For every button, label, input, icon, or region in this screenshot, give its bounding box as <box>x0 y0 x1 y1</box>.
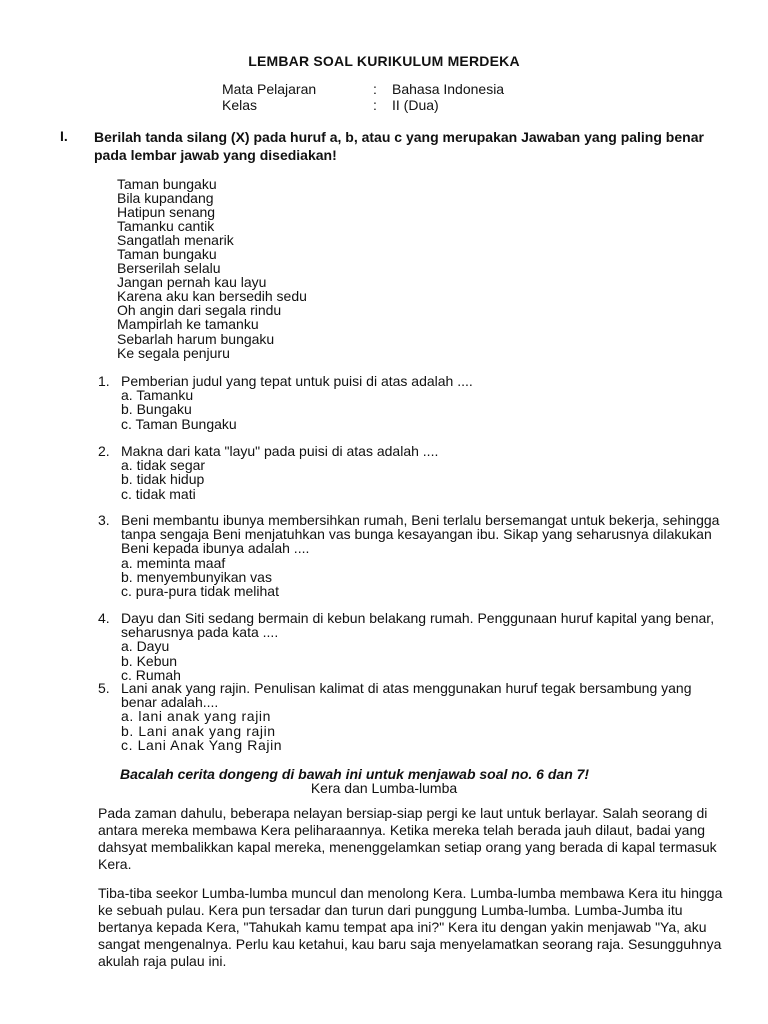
question-text: Dayu dan Siti sedang bermain di kebun belakang rumah. Penggunaan huruf kapital yang benar, seharusnya pada kata .... <box>121 610 715 641</box>
poem-line: Taman bungaku <box>117 246 217 263</box>
story-paragraph-2: Tiba-tiba seekor Lumba-lumba muncul dan menolong Kera. Lumba-lumba membawa Kera itu hingga ke sebuah pulau. Kera pun tersadar dan turun dari punggung Lumba-lumba. Lumba-Jumba itu bertanya kepada Kera, "Tahukah kamu tempat apa ini?" Kera itu dengan yakin menjawab "Ya, aku sangat mengenalnya. Perlu kau ketahui, kau baru saja menyelamatkan seorang raja. Sesungguhnya akulah raja pulau ini. <box>98 885 723 969</box>
answer-option-b[interactable]: b. Kebun <box>121 652 178 669</box>
answer-option-c[interactable]: c. Rumah <box>121 666 181 683</box>
poem-line: Oh angin dari segala rindu <box>117 302 282 319</box>
question-text: Lani anak yang rajin. Penulisan kalimat di atas menggunakan huruf tegak bersambung yang benar adalah.... <box>121 680 692 711</box>
poem-line: Taman bungaku <box>117 176 217 192</box>
poem-line: Sebarlah harum bungaku <box>117 330 275 347</box>
answer-option-c[interactable]: c. Taman Bungaku <box>121 415 237 432</box>
subject-value: Bahasa Indonesia <box>392 81 505 97</box>
question-text: Makna dari kata "layu" pada puisi di atas adalah .... <box>121 443 439 459</box>
answer-option-a[interactable]: a. tidak segar <box>121 457 206 474</box>
poem-line: Bila kupandang <box>117 190 214 207</box>
poem-line: Hatipun senang <box>117 204 216 221</box>
poem-line: Tamanku cantik <box>117 218 215 235</box>
answer-option-a[interactable]: a. lani anak yang rajin <box>121 708 271 725</box>
story-title: Kera dan Lumba-lumba <box>310 780 458 796</box>
class-label: Kelas <box>222 97 258 113</box>
poem-line: Mampirlah ke tamanku <box>117 316 259 333</box>
poem-line: Ke segala penjuru <box>117 344 230 361</box>
page-title: LEMBAR SOAL KURIKULUM MERDEKA <box>248 53 520 69</box>
question-1 <box>98 374 721 431</box>
question-number: 5. <box>98 680 110 696</box>
answer-option-a[interactable]: a. Tamanku <box>121 387 194 404</box>
class-value: II (Dua) <box>392 97 439 113</box>
subject-colon: : <box>373 81 377 97</box>
question-2 <box>98 444 721 501</box>
section-instruction: Berilah tanda silang (X) pada huruf a, b, atau c yang merupakan Jawaban yang paling benar pada lembar jawab yang disediakan! <box>94 129 704 163</box>
story-instruction: Bacalah cerita dongeng di bawah ini untuk menjawab soal no. 6 dan 7! <box>120 766 590 782</box>
subject-label: Mata Pelajaran <box>222 81 317 97</box>
question-number: 2. <box>98 443 110 459</box>
answer-option-c[interactable]: c. tidak mati <box>121 485 196 502</box>
answer-option-c[interactable]: c. Lani Anak Yang Rajin <box>121 736 283 753</box>
poem-line: Berserilah selalu <box>117 260 221 277</box>
question-text: Beni membantu ibunya membersihkan rumah, Beni terlalu bersemangat untuk bekerja, sehingga tanpa sengaja Beni menjatuhkan vas bunga kesayangan ibu. Sikap yang seharusnya dilakukan Beni kepada ibunya adalah .... <box>121 512 720 557</box>
poem <box>117 177 307 360</box>
answer-option-c[interactable]: c. pura-pura tidak melihat <box>121 583 279 600</box>
answer-option-b[interactable]: b. tidak hidup <box>121 471 205 488</box>
answer-option-b[interactable]: b. Lani anak yang rajin <box>121 722 276 739</box>
poem-line: Jangan pernah kau layu <box>117 274 267 291</box>
question-number: 1. <box>98 373 110 389</box>
class-colon: : <box>373 97 377 113</box>
question-text: Pemberian judul yang tepat untuk puisi di atas adalah .... <box>121 373 473 389</box>
answer-option-b[interactable]: b. Bungaku <box>121 401 192 418</box>
question-3 <box>98 513 721 598</box>
question-4 <box>98 611 721 682</box>
section-number: I. <box>60 128 68 144</box>
answer-option-b[interactable]: b. menyembunyikan vas <box>121 568 272 585</box>
question-number: 4. <box>98 610 110 626</box>
answer-option-a[interactable]: a. meminta maaf <box>121 554 226 571</box>
poem-line: Karena aku kan bersedih sedu <box>117 288 307 305</box>
question-5 <box>98 681 721 752</box>
answer-option-a[interactable]: a. Dayu <box>121 638 170 655</box>
question-number: 3. <box>98 512 110 528</box>
story-paragraph-1: Pada zaman dahulu, beberapa nelayan bersiap-siap pergi ke laut untuk berlayar. Salah seorang di antara mereka membawa Kera peliharaannya. Ketika mereka telah berada jauh dilaut, badai yang dahsyat membalikkan kapal mereka, menenggelamkan setiap orang yang berada di kapal termasuk Kera. <box>98 805 717 872</box>
poem-line: Sangatlah menarik <box>117 232 234 249</box>
